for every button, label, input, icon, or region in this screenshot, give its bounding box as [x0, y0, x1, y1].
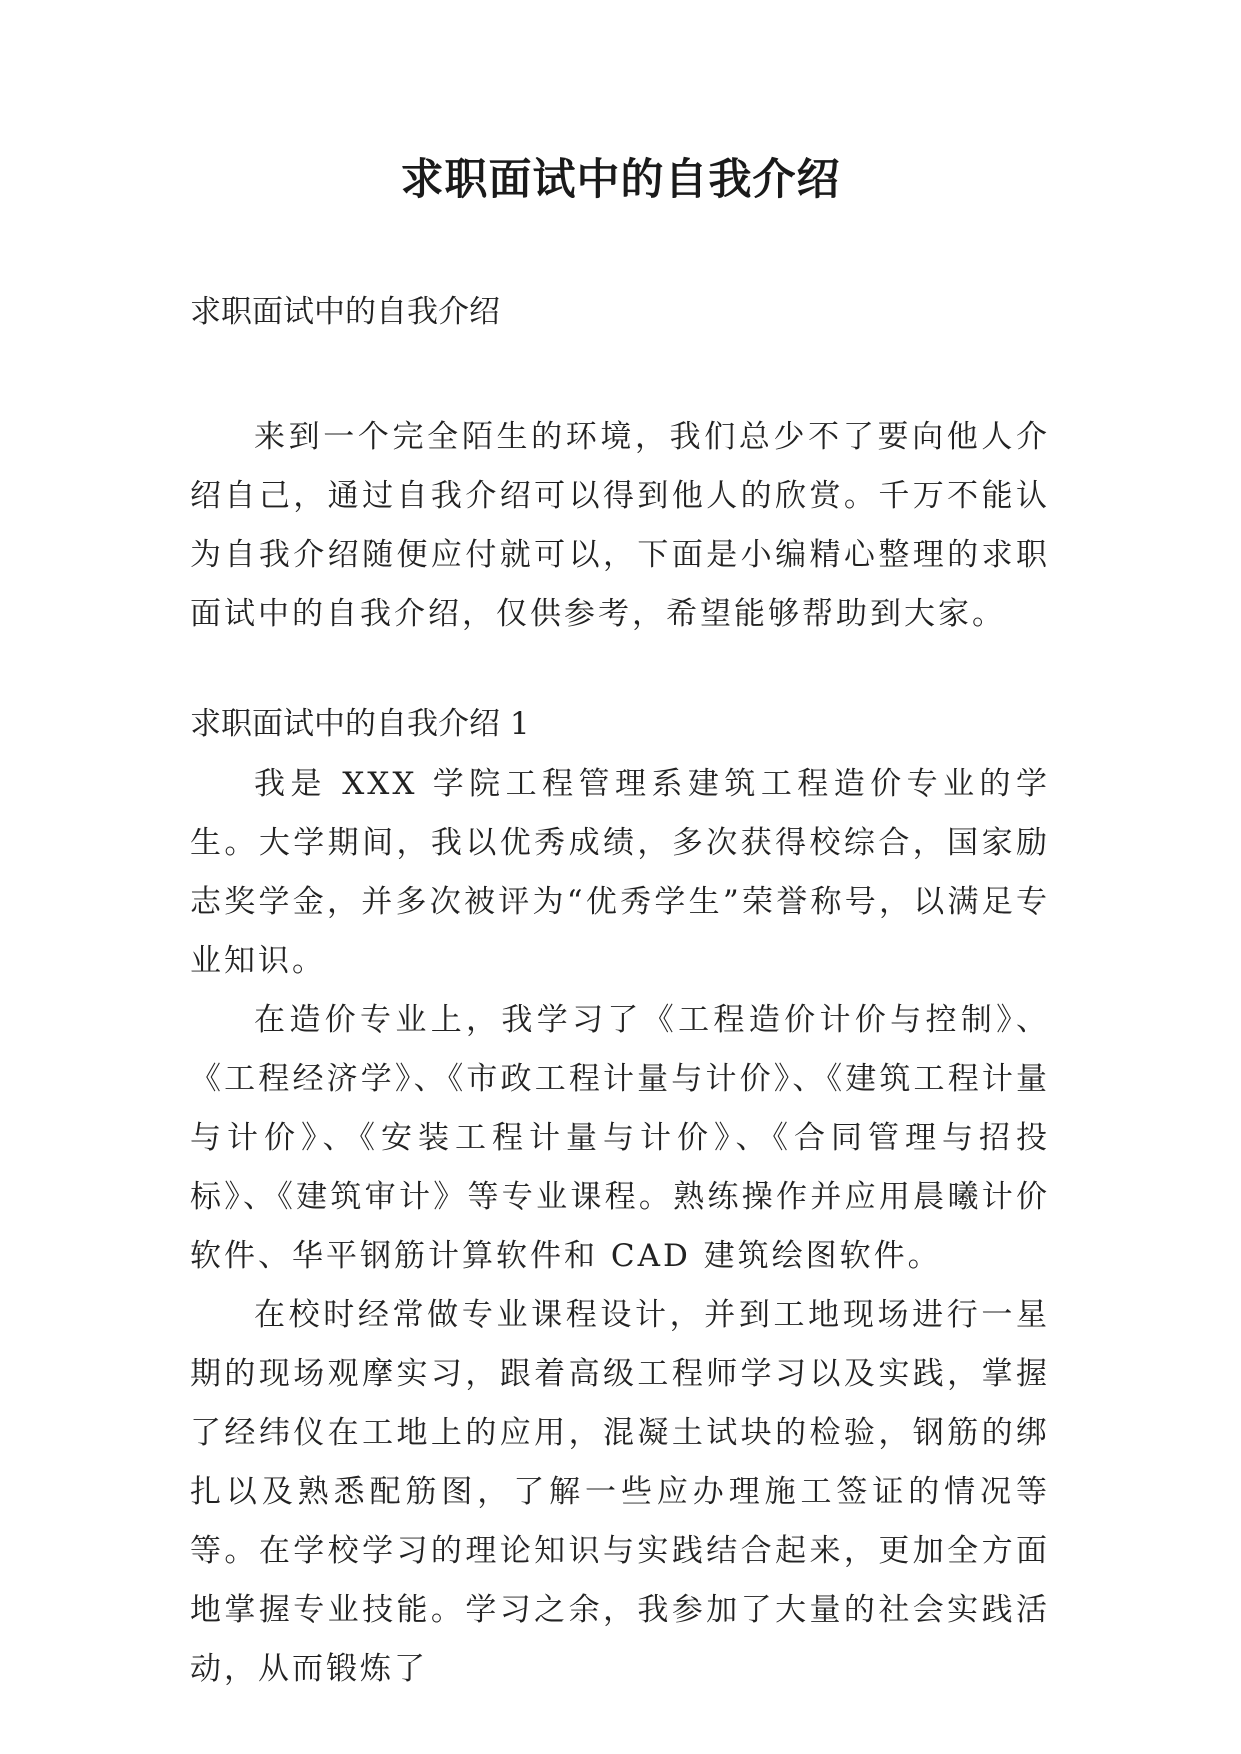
document-title: 求职面试中的自我介绍 — [400, 155, 841, 205]
section-heading: 求职面试中的自我介绍 1 — [190, 706, 530, 742]
body-paragraph: 在造价专业上，我学习了《工程造价计价与控制》、《工程经济学》、《市政工程计量与计价》、《建筑工程计量与计价》、《安装工程计量与计价》、《合同管理与招投标》、《建筑审计》等专业课程。熟练操作并应用晨曦计价软件、华平钢筋计算软件和 CAD 建筑绘图软件。 — [190, 1002, 1050, 1274]
document-subtitle: 求职面试中的自我介绍 — [190, 294, 500, 330]
intro-paragraph: 来到一个完全陌生的环境，我们总少不了要向他人介绍自己，通过自我介绍可以得到他人的欣赏。千万不能认为自我介绍随便应付就可以，下面是小编精心整理的求职面试中的自我介绍，仅供参考，希望能够帮助到大家。 — [190, 419, 1050, 632]
section-body — [190, 755, 1050, 1699]
body-paragraph: 我是 XXX 学院工程管理系建筑工程造价专业的学生。大学期间，我以优秀成绩，多次获得校综合，国家励志奖学金，并多次被评为“优秀学生”荣誉称号，以满足专业知识。 — [190, 766, 1050, 979]
body-paragraph: 在校时经常做专业课程设计，并到工地现场进行一星期的现场观摩实习，跟着高级工程师学习以及实践，掌握了经纬仪在工地上的应用，混凝土试块的检验，钢筋的绑扎以及熟悉配筋图，了解一些应办理施工签证的情况等等。在学校学习的理论知识与实践结合起来，更加全方面地掌握专业技能。学习之余，我参加了大量的社会实践活动，从而锻炼了 — [190, 1297, 1050, 1687]
